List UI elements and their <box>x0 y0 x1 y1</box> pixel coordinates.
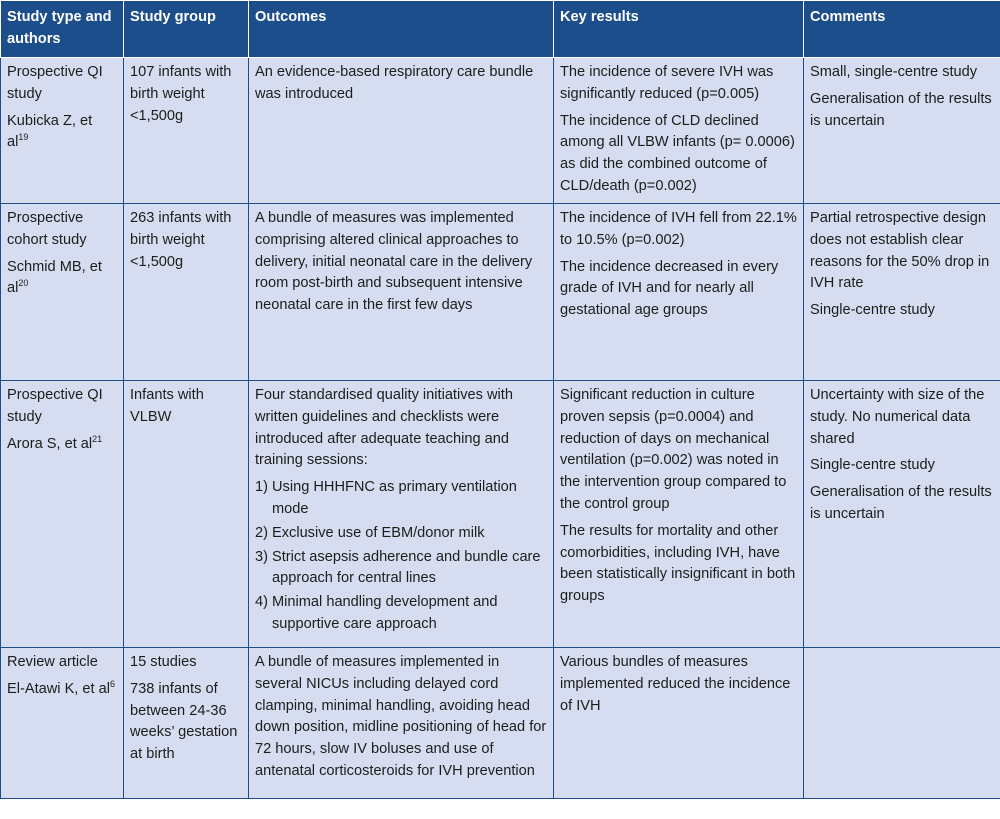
cell-comments <box>804 381 1000 648</box>
cell-study-group <box>124 58 249 204</box>
reference-number: 6 <box>110 678 116 689</box>
reference-number: 19 <box>18 132 29 143</box>
author <box>7 111 117 155</box>
cell-study-group <box>124 204 249 381</box>
study-group-text: 107 infants with birth weight <1,500g <box>130 64 232 124</box>
table-row <box>1 204 1000 381</box>
comment: Partial retrospective design does not establish clear reasons for the 50% drop in IVH rate <box>810 210 990 292</box>
cell-study-type <box>1 381 124 648</box>
author <box>7 434 117 456</box>
table-row <box>1 58 1000 204</box>
cell-key-results <box>554 58 804 204</box>
table-row <box>1 381 1000 648</box>
list-item-text: Strict asepsis adherence and bundle care approach for central lines <box>272 548 541 587</box>
list-item <box>255 547 547 591</box>
list-item <box>255 477 547 521</box>
table-row <box>1 648 1000 799</box>
comment: Uncertainty with size of the study. No numerical data shared <box>810 387 985 447</box>
key-result: The incidence decreased in every grade of IVH and for nearly all gestational age groups <box>560 258 779 319</box>
list-item <box>255 592 547 636</box>
header-study-group: Study group <box>124 1 249 58</box>
initiatives-list <box>255 477 547 636</box>
cell-comments <box>804 204 1000 381</box>
cell-outcomes <box>249 58 554 204</box>
study-type: Review article <box>7 654 98 670</box>
cell-study-type <box>1 648 124 799</box>
list-number: 3) <box>255 548 268 565</box>
cell-key-results <box>554 204 804 381</box>
outcomes-text: An evidence-based respiratory care bundle was introduced <box>255 64 534 102</box>
key-result: The incidence of severe IVH was significantly reduced (p=0.005) <box>560 64 774 102</box>
table-header-row <box>1 1 1000 58</box>
key-result: The incidence of CLD declined among all VLBW infants (p= 0.0006) as did the combined outcome of CLD/death (p=0.002) <box>560 112 795 194</box>
study-type: Prospective QI study <box>7 64 103 102</box>
comment: Generalisation of the results is uncertain <box>810 484 992 522</box>
header-outcomes: Outcomes <box>249 1 554 58</box>
reference-number: 21 <box>92 433 103 444</box>
outcomes-text: A bundle of measures was implemented comprising altered clinical approaches to delivery, initial neonatal care in the delivery room post-birth and subsequent intensive neonatal care in the first few days <box>255 210 533 314</box>
comment: Small, single-centre study <box>810 64 978 80</box>
study-group-text: Infants with VLBW <box>130 387 204 425</box>
comment: Single-centre study <box>810 302 935 319</box>
cell-outcomes <box>249 648 554 799</box>
key-result: The incidence of IVH fell from 22.1% to 10.5% (p=0.002) <box>560 210 797 248</box>
cell-study-type <box>1 204 124 381</box>
author-name: Schmid MB, et al <box>7 258 102 297</box>
list-number: 4) <box>255 594 268 611</box>
list-item <box>255 523 547 545</box>
header-comments: Comments <box>804 1 1000 58</box>
key-result: Various bundles of measures implemented reduced the incidence of IVH <box>560 654 791 714</box>
study-type: Prospective cohort study <box>7 210 87 248</box>
author-name: Arora S, et al <box>7 435 93 452</box>
list-number: 1) <box>255 479 268 496</box>
reference-number: 20 <box>18 278 29 289</box>
cell-outcomes <box>249 381 554 648</box>
outcomes-text: Four standardised quality initiatives with written guidelines and checklists were introduced after adequate teaching and training sessions: <box>255 387 513 469</box>
study-group-text: 15 studies <box>130 654 197 670</box>
cell-study-type <box>1 58 124 204</box>
study-type: Prospective QI study <box>7 387 103 425</box>
header-key-results: Key results <box>554 1 804 58</box>
author-name: Kubicka Z, et al <box>7 112 93 151</box>
header-study-type: Study type and authors <box>1 1 124 58</box>
key-result: Significant reduction in culture proven sepsis (p=0.0004) and reduction of days on mechanical ventilation (p=0.002) was noted in the intervention group compared to the control group <box>560 387 787 512</box>
cell-key-results <box>554 381 804 648</box>
list-item-text: Using HHHFNC as primary ventilation mode <box>272 479 517 517</box>
cell-comments <box>804 648 1000 799</box>
cell-key-results <box>554 648 804 799</box>
author <box>7 679 117 701</box>
key-result: The results for mortality and other comorbidities, including IVH, have been statistically insignificant in both groups <box>560 522 796 605</box>
list-item-text: Minimal handling development and supportive care approach <box>272 594 498 632</box>
study-group-text: 738 infants of between 24-36 weeks’ gestation at birth <box>130 680 238 763</box>
author <box>7 257 117 301</box>
comment: Generalisation of the results is uncertain <box>810 90 992 129</box>
study-group-text: 263 infants with birth weight <1,500g <box>130 210 232 270</box>
outcomes-text: A bundle of measures implemented in several NICUs including delayed cord clamping, minimal handling, avoiding head down position, midline positioning of head for 72 hours, slow IV boluses and use of antenatal corticosteroids for IVH prevention <box>255 654 547 779</box>
cell-study-group <box>124 648 249 799</box>
list-number: 2) <box>255 524 268 541</box>
cell-study-group <box>124 381 249 648</box>
cell-outcomes <box>249 204 554 381</box>
comment: Single-centre study <box>810 457 935 474</box>
list-item-text: Exclusive use of EBM/donor milk <box>272 524 485 541</box>
author-name: El-Atawi K, et al <box>7 680 111 697</box>
cell-comments <box>804 58 1000 204</box>
